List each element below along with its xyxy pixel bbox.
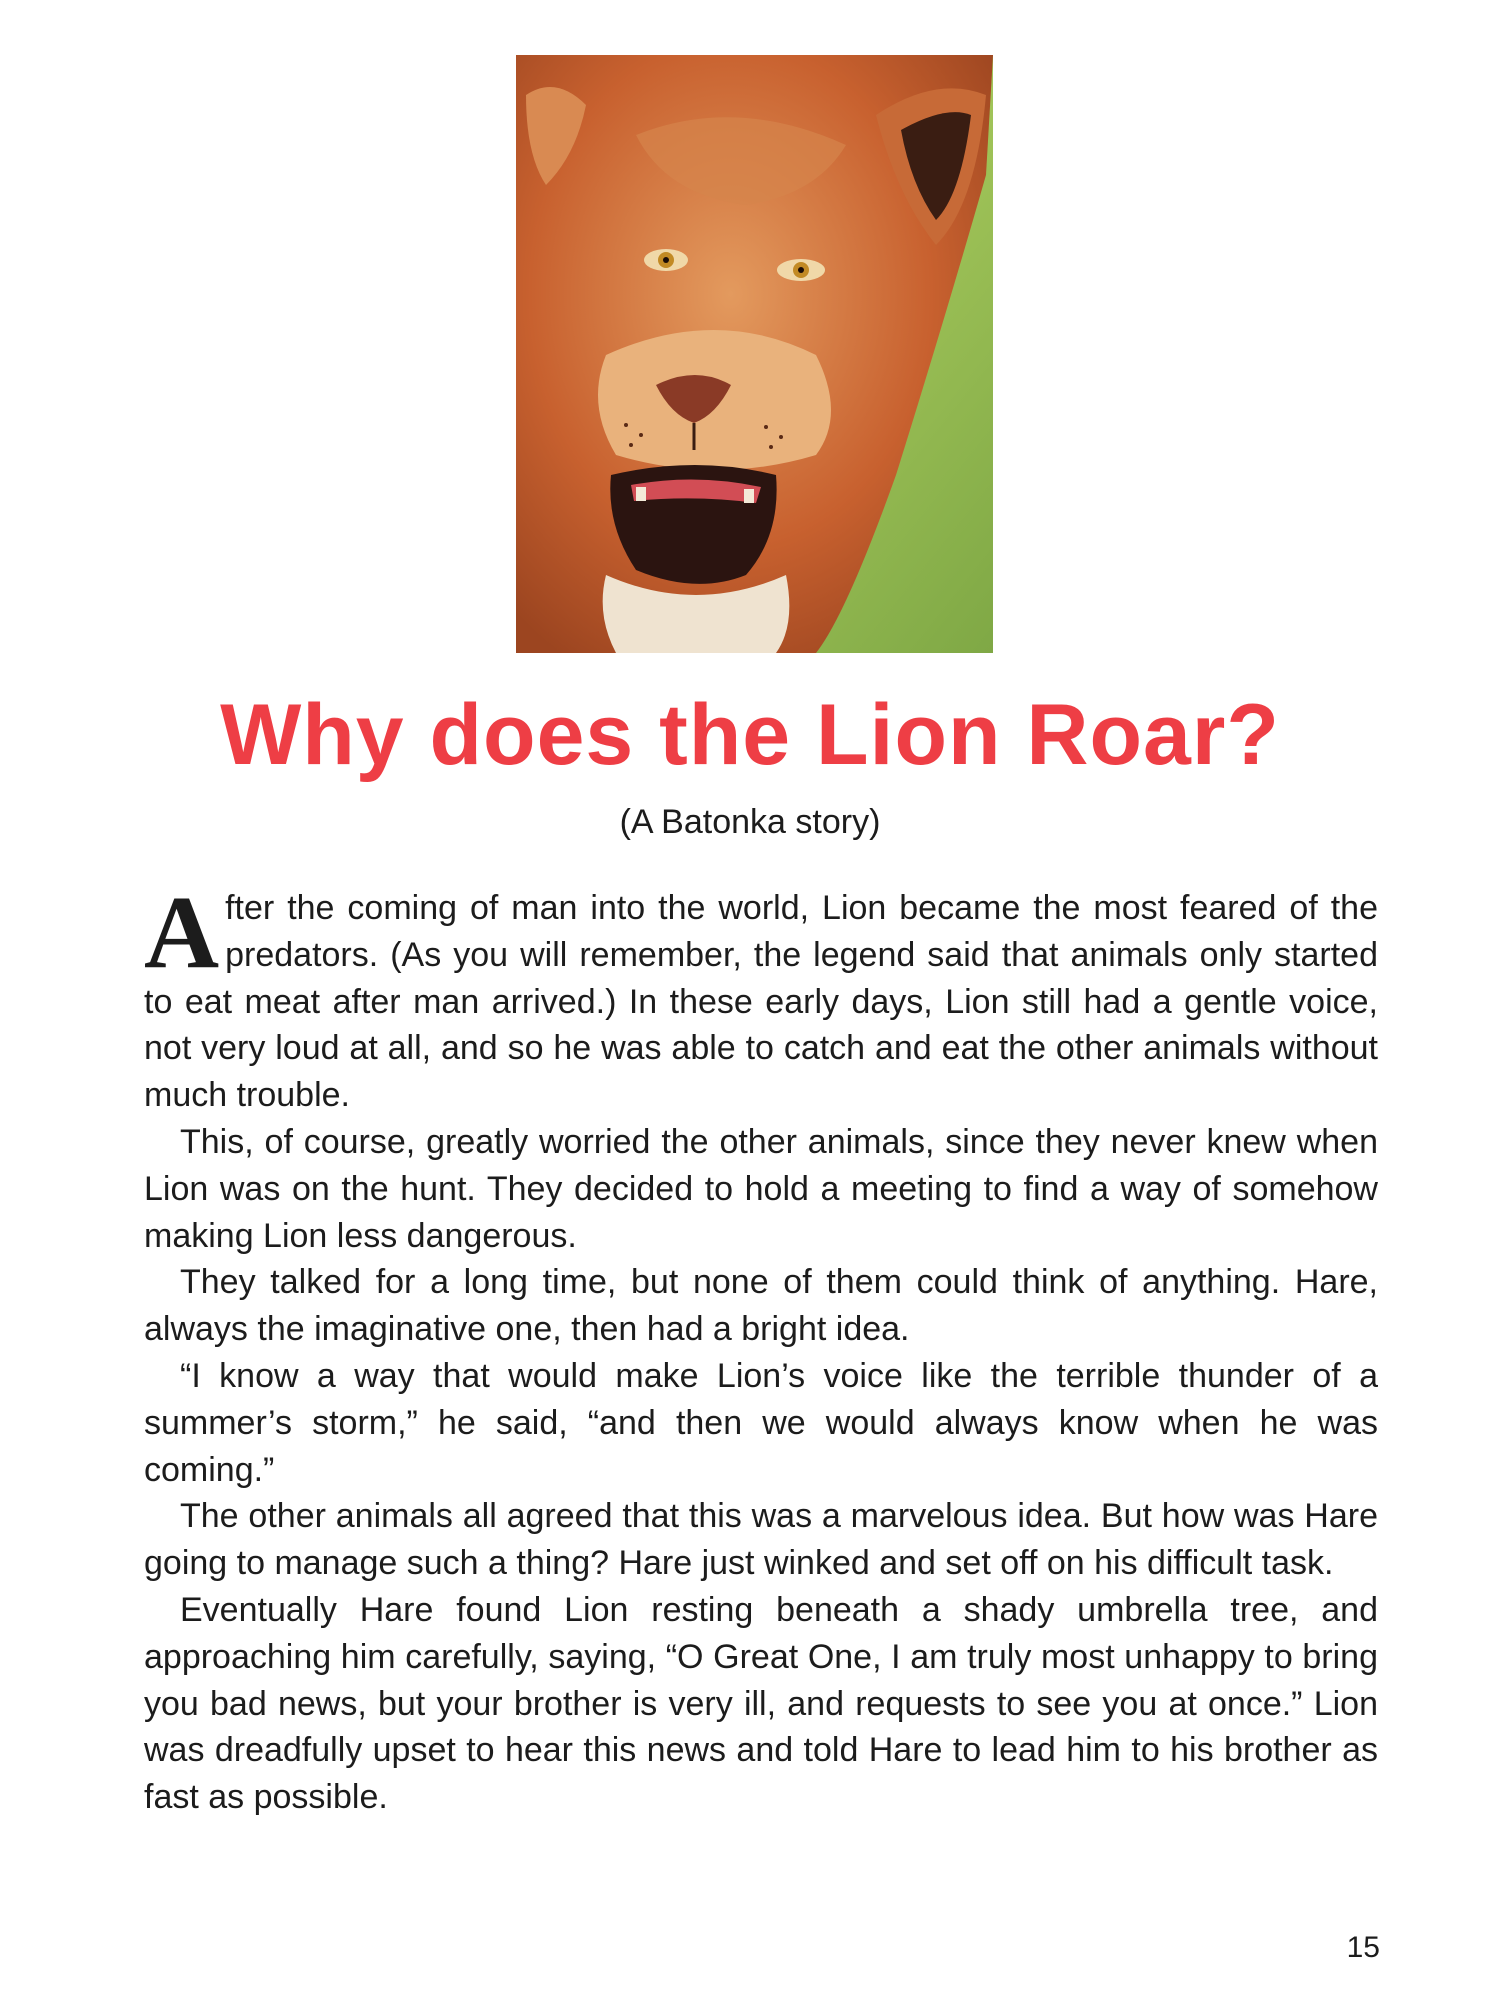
story-body [144, 875, 1378, 1821]
story-paragraph: “I know a way that would make Lion’s voice like the terrible thunder of a summer’s storm,” he said, “and then we would always know when he was coming.” [144, 1356, 1378, 1489]
story-paragraph: This, of course, greatly worried the other animals, since they never knew when Lion was on the hunt. They decided to hold a meeting to find a way of somehow making Lion less dangerous. [144, 1122, 1378, 1255]
story-title: Why does the Lion Roar? [220, 687, 1280, 783]
drop-cap: A [144, 875, 220, 990]
first-paragraph-text: fter the coming of man into the world, Lion became the most feared of the predators. (As you will remember, the legend said that animals only started to eat meat after man arrived.) In these early days, Lion still had a gentle voice, not very loud at all, and so he was able to catch and eat the other animals without much trouble. [144, 889, 1378, 1115]
story-subtitle: (A Batonka story) [619, 803, 881, 841]
story-paragraph [144, 875, 1378, 1119]
story-paragraph: Eventually Hare found Lion resting beneath a shady umbrella tree, and approaching him carefully, saying, “O Great One, I am truly most unhappy to bring you bad news, but your brother is very ill, and requests to see you at once.” Lion was dreadfully upset to hear this news and told Hare to lead him to his brother as fast as possible. [144, 1590, 1378, 1817]
story-paragraph: The other animals all agreed that this was a marvelous idea. But how was Hare going to manage such a thing? Hare just winked and set off on his difficult task. [144, 1497, 1378, 1583]
lioness-illustration [516, 55, 993, 653]
lioness-head-image [516, 55, 993, 653]
story-paragraph: They talked for a long time, but none of them could think of anything. Hare, always the imaginative one, then had a bright idea. [144, 1263, 1378, 1349]
page-number: 15 [1346, 1931, 1380, 1964]
